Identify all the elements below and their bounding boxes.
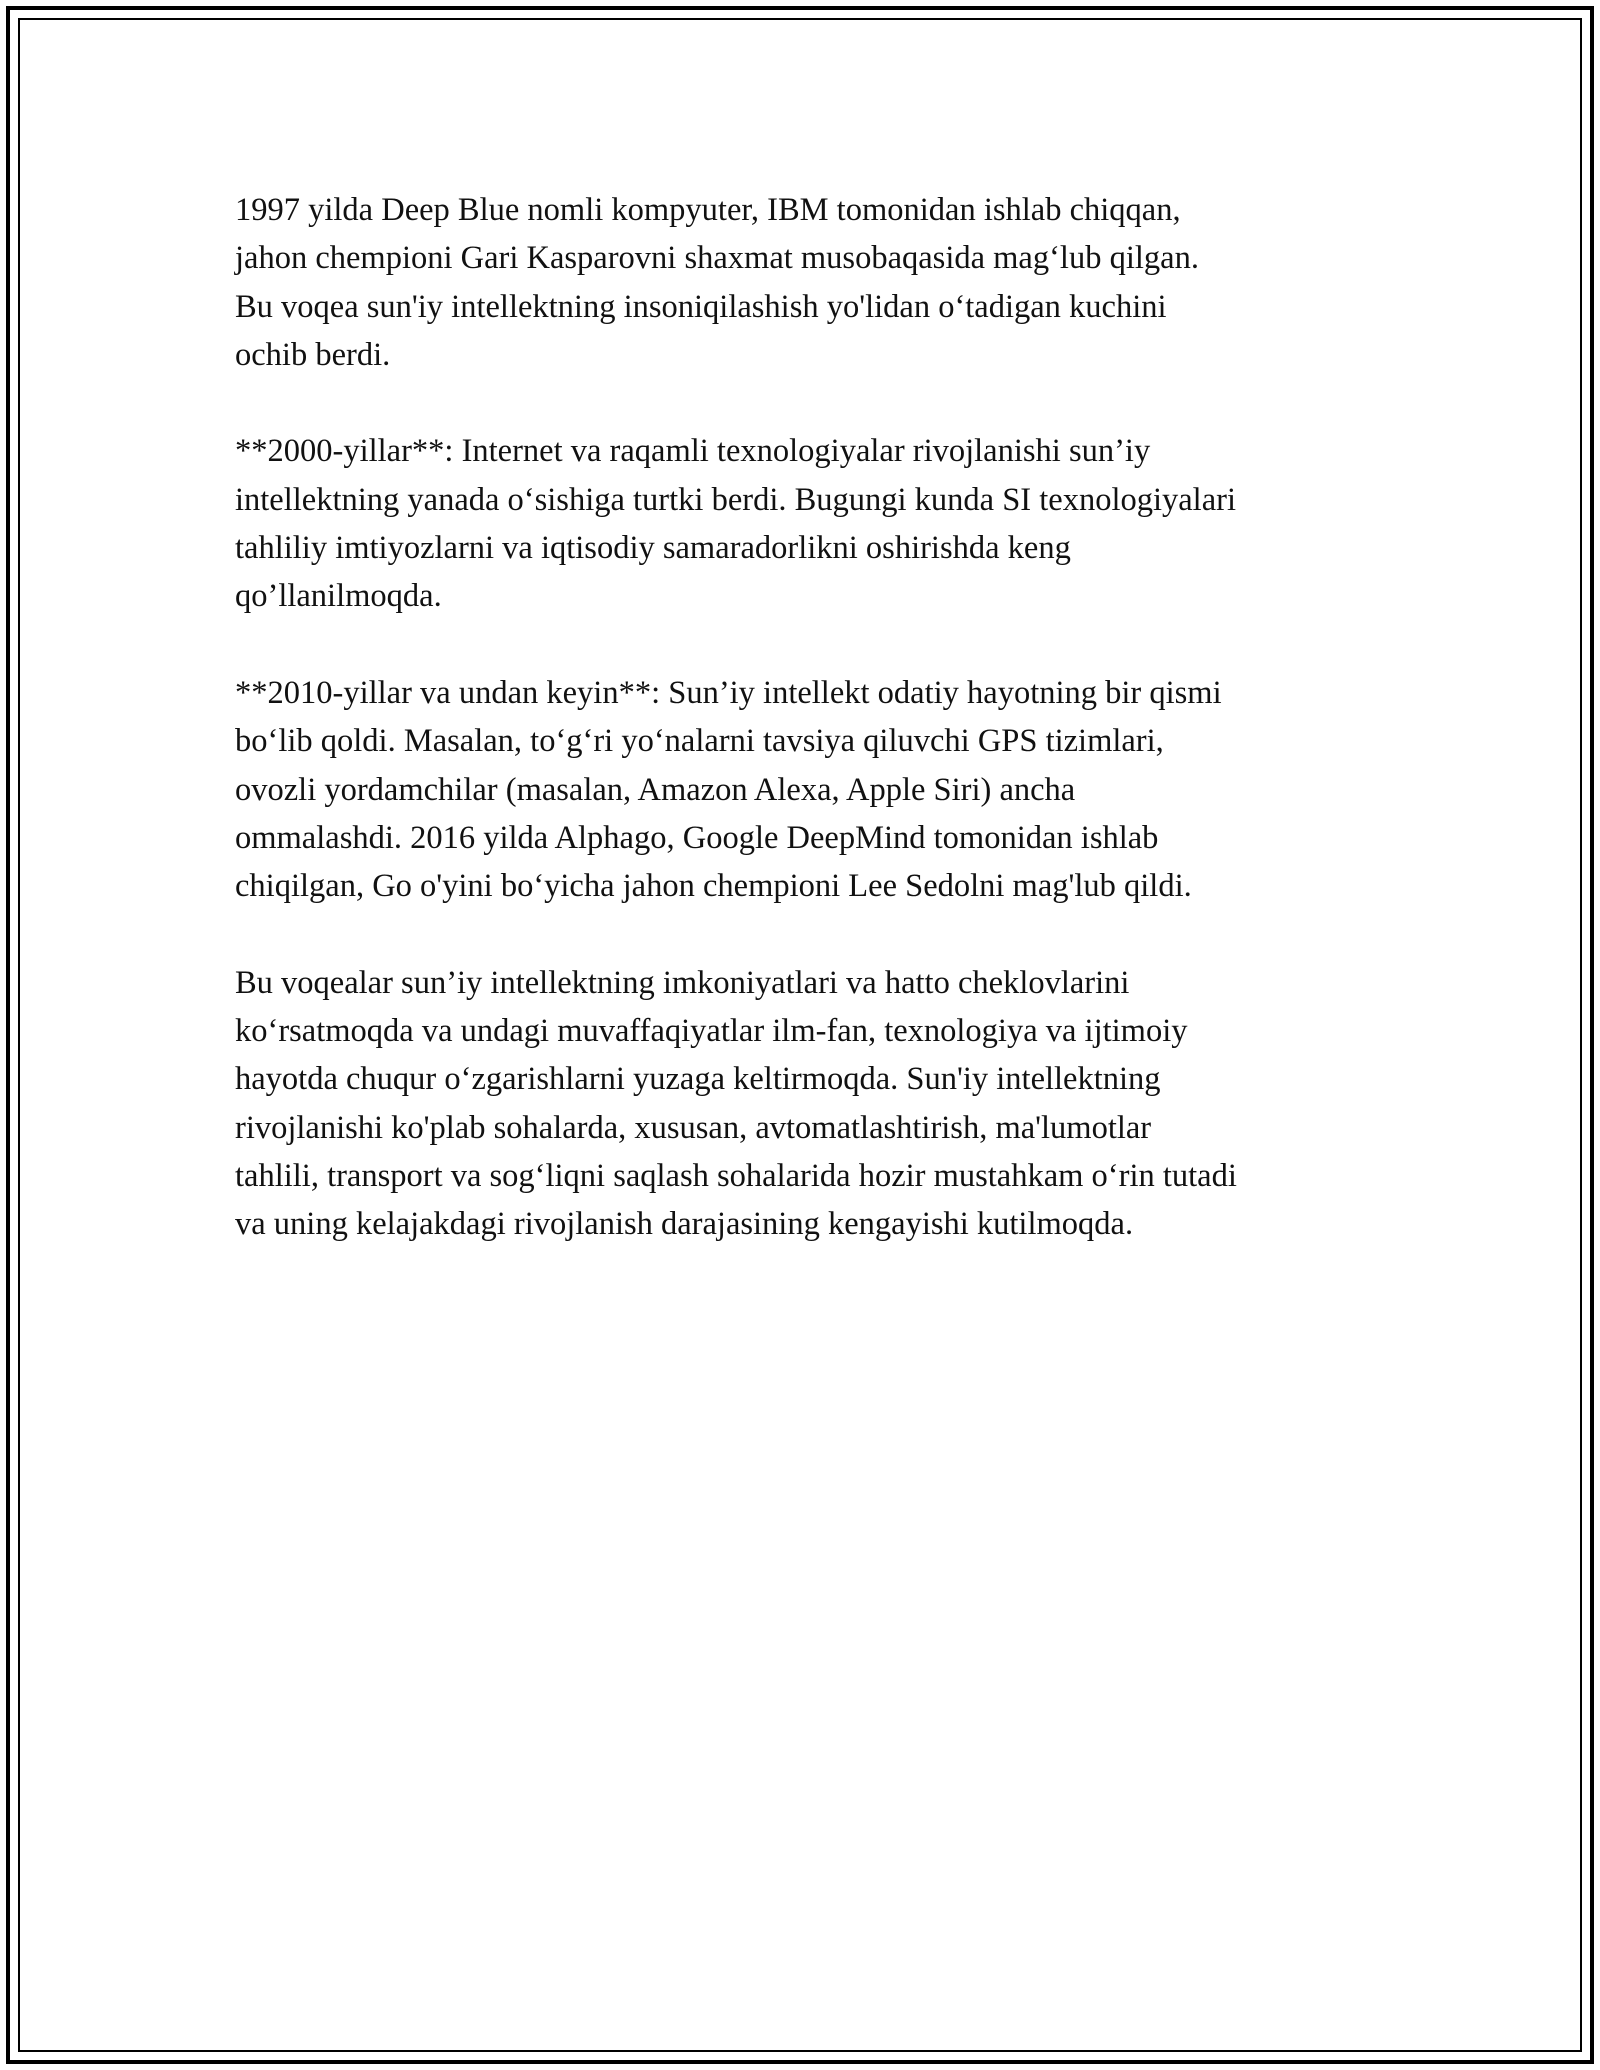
- document-body: [235, 186, 1385, 1297]
- paragraph-deep-blue: 1997 yilda Deep Blue nomli kompyuter, IBM tomonidan ishlab chiqqan, jahon chempioni Gari Kasparovni shaxmat musobaqasida mag‘lub qilgan. Bu voqea sun'iy intellektning insoniqilashish yo'lidan o‘tadigan kuchini ochib berdi.: [235, 192, 1199, 373]
- paragraph-2000s: **2000-yillar**: Internet va raqamli texnologiyalar rivojlanishi sun’iy intellektning yanada o‘sishiga turtki berdi. Bugungi kunda SI texnologiyalari tahliliy imtiyozlarni va iqtisodiy samaradorlikni oshirishda keng qo’llanilmoqda.: [235, 433, 1236, 615]
- paragraph-2010s: **2010-yillar va undan keyin**: Sun’iy intellekt odatiy hayotning bir qismi bo‘lib qoldi. Masalan, to‘g‘ri yo‘nalarni tavsiya qiluvchi GPS tizimlari, ovozli yordamchilar (masalan, Amazon Alexa, Apple Siri) ancha ommalashdi. 2016 yilda Alphago, Google DeepMind tomonidan ishlab chiqilgan, Go o'yini bo‘yicha jahon chempioni Lee Sedolni mag'lub qildi.: [235, 674, 1222, 905]
- paragraph-conclusion: Bu voqealar sun’iy intellektning imkoniyatlari va hatto cheklovlarini ko‘rsatmoqda va undagi muvaffaqiyatlar ilm-fan, texnologiya va ijtimoiy hayotda chuqur o‘zgarishlarni yuzaga keltirmoqda. Sun'iy intellektning rivojlanishi ko'plab sohalarda, xususan, avtomatlashtirish, ma'lumotlar tahlili, transport va sog‘liqni saqlash sohalarida hozir mustahkam o‘rin tutadi va uning kelajakdagi rivojlanish darajasining kengayishi kutilmoqda.: [235, 964, 1237, 1243]
